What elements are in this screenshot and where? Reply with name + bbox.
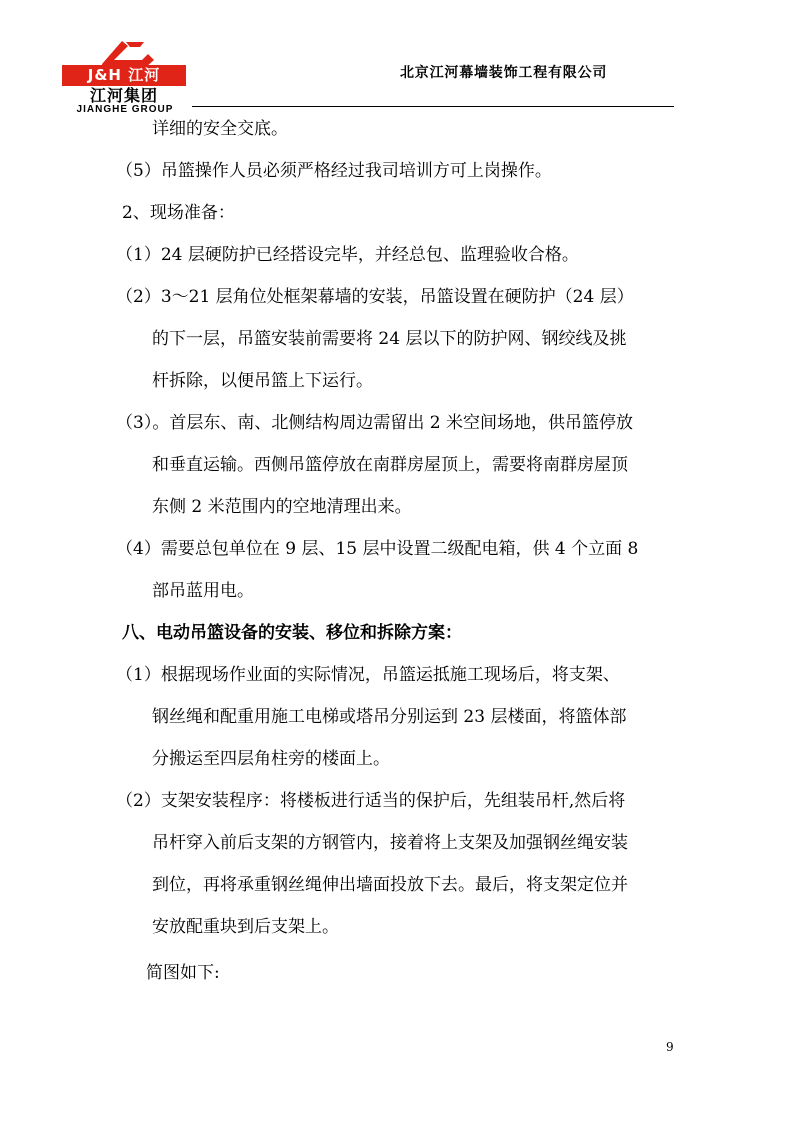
text-line: 东侧 2 米范围内的空地清理出来。 bbox=[152, 497, 412, 517]
logo-english-name: JIANGHE GROUP bbox=[76, 104, 174, 115]
logo-brand: J&H 江河 bbox=[62, 65, 186, 86]
text-line: 详细的安全交底。 bbox=[152, 119, 288, 139]
section-heading: 八、电动吊篮设备的安装、移位和拆除方案： bbox=[122, 623, 462, 643]
text-line: 钢丝绳和配重用施工电梯或塔吊分别运到 23 层楼面，将篮体部 bbox=[152, 707, 627, 727]
header-divider bbox=[192, 106, 674, 107]
text-line: （1）根据现场作业面的实际情况，吊篮运抵施工现场后，将支架、 bbox=[116, 665, 620, 685]
text-line: （3）。首层东、南、北侧结构周边需留出 2 米空间场地，供吊篮停放 bbox=[116, 413, 633, 433]
text-line: （5）吊篮操作人员必须严格经过我司培训方可上岗操作。 bbox=[116, 161, 552, 181]
text-line: （2）3～21 层角位处框架幕墙的安装，吊篮设置在硬防护（24 层） bbox=[116, 287, 634, 307]
document-body bbox=[116, 114, 692, 1000]
company-name: 北京江河幕墙装饰工程有限公司 bbox=[400, 65, 608, 81]
text-line: 部吊蓝用电。 bbox=[152, 581, 254, 601]
logo-mark-icon bbox=[92, 38, 156, 68]
company-logo bbox=[60, 38, 190, 115]
text-line: 杆拆除，以便吊篮上下运行。 bbox=[152, 371, 373, 391]
text-line: 到位，再将承重钢丝绳伸出墙面投放下去。最后，将支架定位并 bbox=[152, 875, 628, 895]
text-line: （4）需要总包单位在 9 层、15 层中设置二级配电箱，供 4 个立面 8 bbox=[116, 539, 639, 559]
page-number: 9 bbox=[666, 1040, 674, 1054]
text-line: 简图如下: bbox=[146, 963, 220, 983]
text-line: 吊杆穿入前后支架的方钢管内，接着将上支架及加强钢丝绳安装 bbox=[152, 833, 628, 853]
text-line: 安放配重块到后支架上。 bbox=[152, 917, 339, 937]
text-line: 分搬运至四层角柱旁的楼面上。 bbox=[152, 749, 390, 769]
text-line: （2）支架安装程序：将楼板进行适当的保护后，先组装吊杆,然后将 bbox=[116, 791, 626, 811]
section-heading: 2、现场准备： bbox=[122, 203, 235, 223]
text-line: （1）24 层硬防护已经搭设完毕，并经总包、监理验收合格。 bbox=[116, 245, 579, 265]
logo-chinese-name: 江河集团 bbox=[89, 86, 158, 105]
text-line: 的下一层，吊篮安装前需要将 24 层以下的防护网、钢绞线及挑 bbox=[152, 329, 627, 349]
text-line: 和垂直运输。西侧吊篮停放在南群房屋顶上，需要将南群房屋顶 bbox=[152, 455, 628, 475]
